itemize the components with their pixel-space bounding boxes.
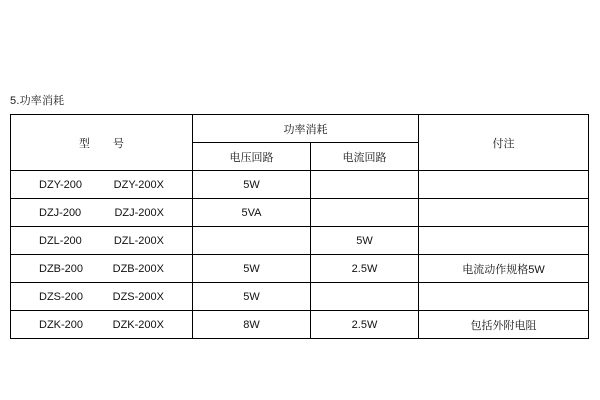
cell-current: 2.5W [311,255,419,283]
header-voltage-circuit: 电压回路 [193,143,311,171]
model-name-b: DZB-200X [112,262,164,275]
table-row [11,311,589,339]
table-header [11,115,589,171]
table-row [11,255,589,283]
cell-voltage: 5VA [193,199,311,227]
cell-voltage: 8W [193,311,311,339]
cell-current [311,171,419,199]
cell-current [311,199,419,227]
model-name-b: DZJ-200X [114,206,164,219]
cell-model [11,171,193,199]
cell-note: 电流动作规格5W [419,255,589,283]
section-title: 5.功率消耗 [10,95,65,107]
model-name-a: DZL-200 [39,234,82,247]
header-model-label: 型 号 [79,137,130,150]
cell-voltage [193,227,311,255]
table-row [11,227,589,255]
table-body [11,171,589,339]
header-power-group: 功率消耗 [193,115,419,143]
cell-model [11,199,193,227]
table-row [11,171,589,199]
cell-model [11,227,193,255]
cell-current [311,283,419,311]
model-name-a: DZB-200 [39,262,84,275]
model-name-a: DZS-200 [39,290,84,303]
cell-note [419,199,589,227]
power-consumption-table [10,114,589,339]
table-header-row-1 [11,115,589,143]
model-name-b: DZS-200X [112,290,164,303]
table-row [11,199,589,227]
model-name-b: DZL-200X [113,234,164,247]
header-note: 付注 [419,115,589,171]
header-model [11,115,193,171]
cell-current: 5W [311,227,419,255]
model-name-a: DZJ-200 [39,206,82,219]
cell-model [11,255,193,283]
cell-voltage: 5W [193,255,311,283]
cell-voltage: 5W [193,171,311,199]
cell-note: 包括外附电阻 [419,311,589,339]
model-name-b: DZY-200X [113,178,164,191]
cell-note [419,227,589,255]
cell-model [11,283,193,311]
cell-voltage: 5W [193,283,311,311]
header-current-circuit: 电流回路 [311,143,419,171]
cell-current: 2.5W [311,311,419,339]
model-name-a: DZK-200 [39,318,84,331]
model-name-b: DZK-200X [112,318,164,331]
power-consumption-table-wrapper [10,114,588,339]
cell-model [11,311,193,339]
cell-note [419,283,589,311]
model-name-a: DZY-200 [39,178,83,191]
table-row [11,283,589,311]
cell-note [419,171,589,199]
